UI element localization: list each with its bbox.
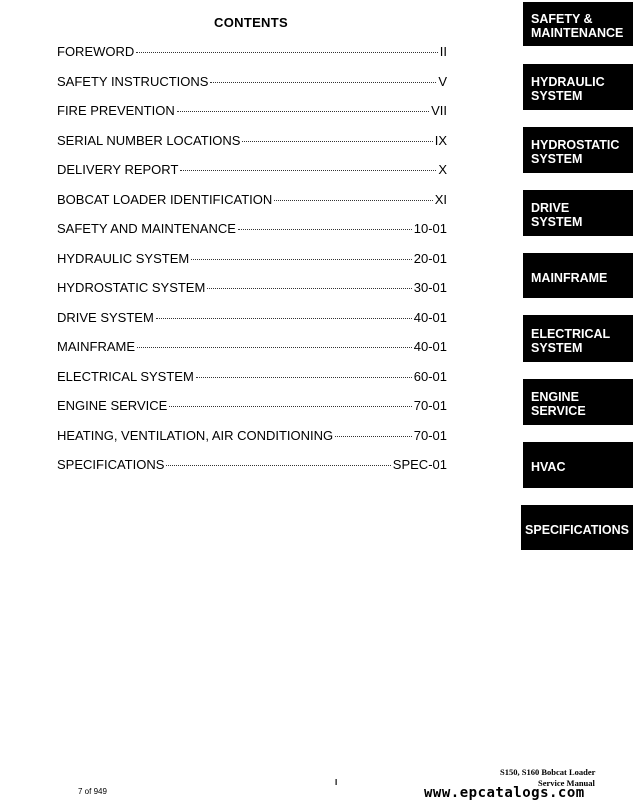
toc-entry-bobcat-loader-identification[interactable] xyxy=(57,192,447,222)
toc-label: FIRE PREVENTION xyxy=(57,103,175,118)
toc-label: BOBCAT LOADER IDENTIFICATION xyxy=(57,191,273,207)
toc-label: DELIVERY REPORT xyxy=(57,162,179,177)
dot-leader xyxy=(166,465,390,466)
product-name: S150, S160 Bobcat Loader xyxy=(500,767,596,777)
toc-page: 70-01 xyxy=(413,427,447,443)
tab-safety-maintenance[interactable] xyxy=(523,2,633,46)
toc-page: XI xyxy=(434,191,447,207)
dot-leader xyxy=(242,141,432,142)
toc-entry-specifications[interactable] xyxy=(57,457,447,487)
toc-label: HYDROSTATIC SYSTEM xyxy=(57,280,206,295)
tab-label: HVAC xyxy=(531,460,566,474)
toc-entry-drive-system[interactable] xyxy=(57,310,447,340)
toc-entry-engine-service[interactable] xyxy=(57,398,447,428)
tab-hvac[interactable] xyxy=(523,442,633,488)
dot-leader xyxy=(136,52,437,53)
watermark: www.epcatalogs.com xyxy=(424,785,585,801)
tab-mainframe[interactable] xyxy=(523,253,633,298)
tab-label: ELECTRICAL SYSTEM xyxy=(531,326,611,355)
toc-label: SAFETY INSTRUCTIONS xyxy=(57,73,209,89)
toc-page: 30-01 xyxy=(413,280,447,295)
toc-entry-hydrostatic-system[interactable] xyxy=(57,280,447,310)
toc-label: DRIVE SYSTEM xyxy=(57,309,154,325)
tab-label: HYDRAULIC SYSTEM xyxy=(531,75,605,103)
toc-page: VII xyxy=(431,103,447,118)
dot-leader xyxy=(191,259,412,260)
toc-entry-safety-and-maintenance[interactable] xyxy=(57,221,447,251)
toc-entry-delivery-report[interactable] xyxy=(57,162,447,192)
tab-hydrostatic-system[interactable] xyxy=(523,127,633,173)
toc-label: FOREWORD xyxy=(57,44,135,59)
tab-hydraulic-system[interactable] xyxy=(523,64,633,110)
toc-page: 40-01 xyxy=(413,309,447,325)
toc-label: ENGINE SERVICE xyxy=(57,398,168,413)
toc-page: SPEC-01 xyxy=(392,457,447,472)
toc-page: IX xyxy=(434,132,447,148)
toc-label: ELECTRICAL SYSTEM xyxy=(57,368,194,384)
table-of-contents xyxy=(57,44,447,487)
toc-entry-hydraulic-system[interactable] xyxy=(57,251,447,281)
tab-engine-service[interactable] xyxy=(523,379,633,425)
page-title: CONTENTS xyxy=(214,15,288,30)
toc-entry-electrical-system[interactable] xyxy=(57,369,447,399)
tab-electrical-system[interactable] xyxy=(523,315,633,362)
tab-label: SAFETY & MAINTENANCE xyxy=(531,12,624,40)
toc-page: 10-01 xyxy=(413,221,447,236)
dot-leader xyxy=(180,170,436,171)
tab-label: SPECIFICATIONS xyxy=(525,522,629,537)
dot-leader xyxy=(274,200,432,201)
tab-label: HYDROSTATIC SYSTEM xyxy=(531,138,620,166)
dot-leader xyxy=(156,318,412,319)
toc-label: HYDRAULIC SYSTEM xyxy=(57,250,190,266)
toc-page: II xyxy=(439,44,447,59)
toc-entry-hvac[interactable] xyxy=(57,428,447,458)
page-count: 7 of 949 xyxy=(78,787,107,796)
dot-leader xyxy=(169,406,411,407)
toc-page: 40-01 xyxy=(413,339,447,354)
manual-name: Service Manual xyxy=(538,778,595,788)
dot-leader xyxy=(177,111,429,112)
toc-label: SERIAL NUMBER LOCATIONS xyxy=(57,132,241,148)
page-number: I xyxy=(335,778,338,787)
toc-page: X xyxy=(438,162,447,177)
toc-entry-fire-prevention[interactable] xyxy=(57,103,447,133)
toc-entry-mainframe[interactable] xyxy=(57,339,447,369)
toc-page: 70-01 xyxy=(413,398,447,413)
toc-label: HEATING, VENTILATION, AIR CONDITIONING xyxy=(57,427,334,443)
toc-entry-foreword[interactable] xyxy=(57,44,447,74)
dot-leader xyxy=(196,377,412,378)
tab-label: ENGINE SERVICE xyxy=(531,390,586,418)
toc-page: V xyxy=(438,73,447,89)
toc-entry-serial-number-locations[interactable] xyxy=(57,133,447,163)
toc-label: SPECIFICATIONS xyxy=(57,457,165,472)
toc-page: 60-01 xyxy=(413,368,447,384)
toc-page: 20-01 xyxy=(413,250,447,266)
dot-leader xyxy=(210,82,436,83)
toc-label: SAFETY AND MAINTENANCE xyxy=(57,221,236,236)
tab-label: MAINFRAME xyxy=(531,270,608,285)
tab-specifications[interactable] xyxy=(521,505,633,550)
tab-label: DRIVE SYSTEM xyxy=(531,201,583,229)
dot-leader xyxy=(238,229,412,230)
dot-leader xyxy=(207,288,411,289)
tab-drive-system[interactable] xyxy=(523,190,633,236)
dot-leader xyxy=(335,436,412,437)
dot-leader xyxy=(137,347,412,348)
toc-entry-safety-instructions[interactable] xyxy=(57,74,447,104)
toc-label: MAINFRAME xyxy=(57,339,135,354)
